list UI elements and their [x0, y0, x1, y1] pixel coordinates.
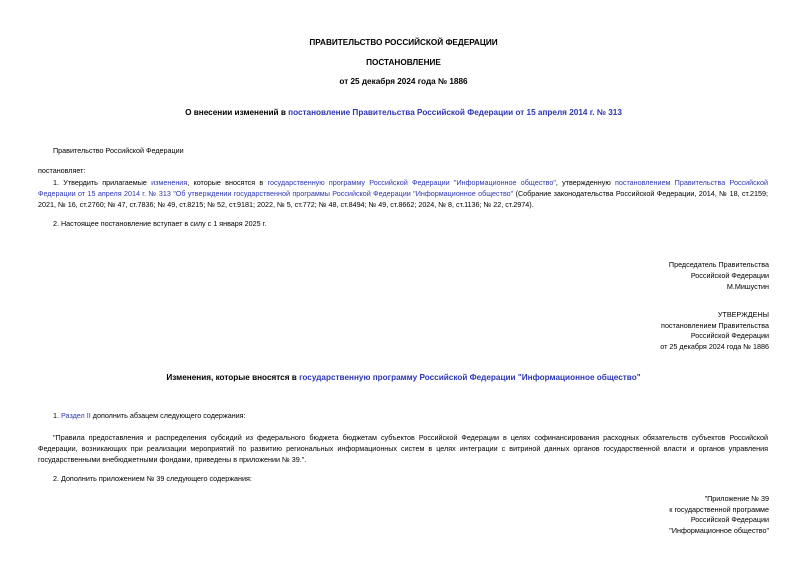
item1-number: 1.: [53, 411, 61, 420]
p1-text-b: , которые вносятся в: [187, 178, 268, 187]
title-prefix: О внесении изменений в: [185, 108, 289, 117]
changes-item-1: [53, 411, 246, 421]
item1-text: дополнить абзацем следующего содержания:: [90, 411, 246, 420]
signature-line-1: Председатель Правительства: [668, 260, 769, 269]
p1-link-program[interactable]: государственную программу Российской Федерации "Информационное общество": [267, 178, 556, 187]
government-heading: ПРАВИТЕЛЬСТВО РОССИЙСКОЙ ФЕДЕРАЦИИ: [309, 38, 498, 47]
appendix-line-1: "Приложение № 39: [704, 494, 769, 503]
p1-text-c: , утвержденную: [555, 178, 615, 187]
appendix-block: [469, 494, 769, 536]
approved-line-4: от 25 декабря 2024 года № 1886: [660, 341, 769, 351]
changes-title: [0, 372, 807, 383]
signature-line-3: М.Мишустин: [726, 282, 769, 291]
approved-line-2: постановлением Правительства: [661, 320, 769, 330]
title-link[interactable]: постановление Правительства Российской Федерации от 15 апреля 2014 г. № 313: [288, 108, 622, 117]
changes-title-link[interactable]: государственную программу Российской Федерации "Информационное общество": [299, 373, 641, 382]
signature-line-2: Российской Федерации: [690, 271, 769, 280]
approved-line-3: Российской Федерации: [690, 331, 769, 340]
document-title: [0, 107, 807, 118]
p1-link-decree[interactable]: постановлением Правительства Российской Федерации от 15 апреля 2014 г. № 313 "Об утверждении государственной программы Российской Федерации "Информационное общество": [38, 178, 768, 198]
p1-text-d: (Собрание законодательства Российской Федерации, 2014, № 18, ст.2159; 2021, № 16, ст.2760; № 47, ст.7836; № 49, ст.8215; № 52, ст.9181; 2022, № 5, ст.772; № 48, ст.8494; № 49, ст.8662; 2024, № 8, ст.1136; № 22, ст.2974).: [38, 189, 768, 209]
approved-block: [469, 310, 769, 352]
appendix-line-2: к государственной программе: [669, 504, 769, 514]
changes-item-2: 2. Дополнить приложением № 39 следующего содержания:: [53, 474, 252, 483]
changes-title-prefix: Изменения, которые вносятся в: [166, 373, 300, 382]
appendix-line-4: "Информационное общество": [669, 525, 769, 535]
signature-block: [469, 259, 769, 292]
paragraph-2: 2. Настоящее постановление вступает в силу с 1 января 2025 г.: [53, 219, 267, 228]
p1-link-changes[interactable]: изменения: [151, 178, 188, 187]
approved-line-1: УТВЕРЖДЕНЫ: [717, 310, 769, 319]
changes-quote: "Правила предоставления и распределения субсидий из федерального бюджета бюджетам субъектов Российской Федерации в целях софинансирования расходных обязательств субъектов Российской Федерации, возникающих при реализации мероприятий по развитию региональных информационных систем в целях интеграции с витриной данных органов государственной власти и органов управления государственными внебюджетными фондами, приведены в приложении № 39.".: [38, 433, 768, 464]
document-date-number: от 25 декабря 2024 года № 1886: [339, 77, 468, 86]
section-link[interactable]: Раздел II: [61, 411, 91, 420]
paragraph-1: [38, 177, 768, 210]
decrees-word: постановляет:: [38, 166, 86, 175]
p1-text-a: 1. Утвердить прилагаемые: [53, 178, 152, 187]
document-type: ПОСТАНОВЛЕНИЕ: [366, 58, 441, 67]
government-name: Правительство Российской Федерации: [53, 146, 184, 155]
appendix-line-3: Российской Федерации: [690, 515, 769, 524]
